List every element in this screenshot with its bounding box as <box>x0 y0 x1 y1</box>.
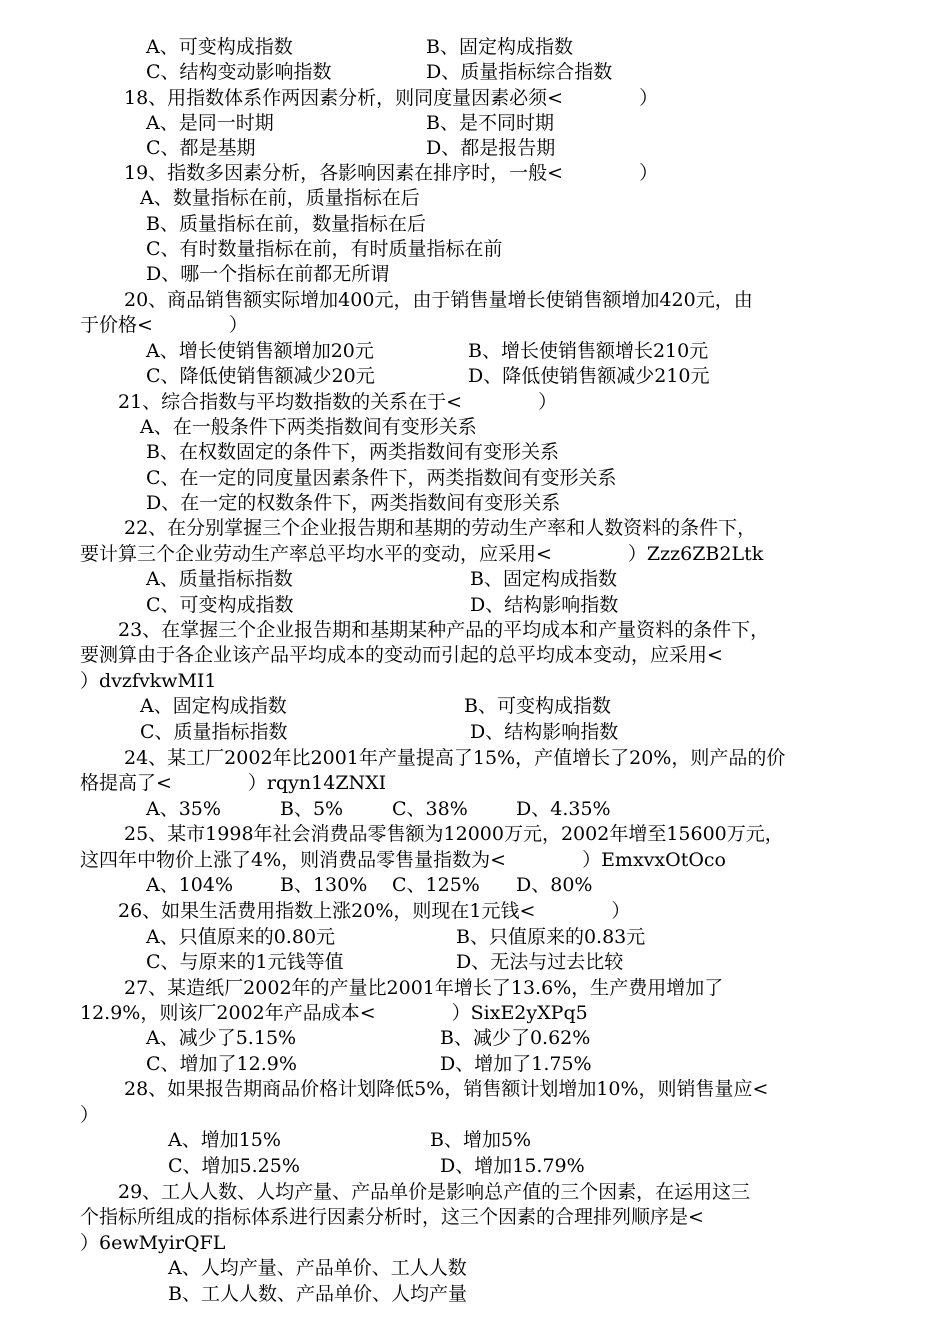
answer-option: C、都是基期 <box>146 137 256 159</box>
answer-option: D、在一定的权数条件下，两类指数间有变形关系 <box>146 492 561 514</box>
answer-option: D、结构影响指数 <box>470 594 619 616</box>
answer-option: B、增长使销售额增长210元 <box>468 340 709 362</box>
question-stem-text: 23、在掌握三个企业报告期和基期某种产品的平均成本和产量资料的条件下， <box>118 619 770 641</box>
answer-option: D、增加15.79% <box>440 1155 585 1177</box>
question-stem-text: 20、商品销售额实际增加400元，由于销售量增长使销售额增加420元，由 <box>124 289 753 311</box>
question-stem-text: 24、某工厂2002年比2001年产量提高了15%，产值增长了20%，则产品的价 <box>124 747 786 769</box>
answer-option: C、有时数量指标在前，有时质量指标在前 <box>146 238 503 260</box>
question-stem-text: 22、在分别掌握三个企业报告期和基期的劳动生产率和人数资料的条件下， <box>124 517 757 539</box>
question-stem-text: 个指标所组成的指标体系进行因素分析时，这三个因素的合理排列顺序是< <box>80 1206 704 1228</box>
answer-option: C、增加了12.9% <box>146 1053 297 1075</box>
answer-option: B、增加5% <box>430 1129 532 1151</box>
question-stem-text: 12.9%，则该厂2002年产品成本< ）SixE2yXPq5 <box>80 1002 588 1024</box>
question-stem-text: 要计算三个企业劳动生产率总平均水平的变动，应采用< ）Zzz6ZB2Ltk <box>80 543 764 565</box>
answer-option: D、都是报告期 <box>426 137 556 159</box>
answer-option: B、130% <box>280 874 368 896</box>
answer-option: A、在一般条件下两类指数间有变形关系 <box>140 416 477 438</box>
answer-option: D、哪一个指标在前都无所谓 <box>146 263 390 285</box>
answer-option: D、4.35% <box>516 798 611 820</box>
answer-option: A、质量指标指数 <box>146 568 293 590</box>
answer-option: B、5% <box>280 798 344 820</box>
question-stem-text: 28、如果报告期商品价格计划降低5%，销售额计划增加10%，则销售量应< <box>124 1078 769 1100</box>
question-stem-text: 要测算由于各企业该产品平均成本的变动而引起的总平均成本变动，应采用< <box>80 644 723 666</box>
answer-option: C、在一定的同度量因素条件下，两类指数间有变形关系 <box>146 467 617 489</box>
answer-option: C、增加5.25% <box>168 1155 300 1177</box>
answer-option: A、固定构成指数 <box>140 695 287 717</box>
answer-option: D、80% <box>516 874 593 896</box>
answer-option: D、质量指标综合指数 <box>426 61 613 83</box>
question-stem-text: ）6ewMyirQFL <box>80 1232 226 1254</box>
answer-option: B、固定构成指数 <box>426 36 573 58</box>
answer-option: A、数量指标在前，质量指标在后 <box>140 187 420 209</box>
answer-option: C、结构变动影响指数 <box>146 61 332 83</box>
answer-option: B、固定构成指数 <box>470 568 617 590</box>
question-stem-text: 26、如果生活费用指数上涨20%，则现在1元钱< ） <box>118 900 631 922</box>
question-stem-text: 格提高了< ）rqyn14ZNXI <box>80 772 387 794</box>
answer-option: D、无法与过去比较 <box>456 951 624 973</box>
answer-option: A、增长使销售额增加20元 <box>146 340 374 362</box>
question-stem-text: 这四年中物价上涨了4%，则消费品零售量指数为< ）EmxvxOtOco <box>80 849 726 871</box>
answer-option: B、工人人数、产品单价、人均产量 <box>168 1283 467 1305</box>
answer-option: C、38% <box>392 798 468 820</box>
answer-option: C、125% <box>392 874 480 896</box>
answer-option: C、可变构成指数 <box>146 594 294 616</box>
answer-option: A、增加15% <box>168 1129 281 1151</box>
answer-option: A、可变构成指数 <box>146 36 293 58</box>
answer-option: D、降低使销售额减少210元 <box>468 365 710 387</box>
question-stem-text: 25、某市1998年社会消费品零售额为12000万元，2002年增至15600万元， <box>124 823 784 845</box>
answer-option: B、减少了0.62% <box>440 1027 591 1049</box>
question-stem-text: 27、某造纸厂2002年的产量比2001年增长了13.6%，生产费用增加了 <box>124 977 724 999</box>
question-stem-text: 18、用指数体系作两因素分析，则同度量因素必须< ） <box>124 87 659 109</box>
question-stem-text: 21、综合指数与平均数指数的关系在于< ） <box>118 391 558 413</box>
answer-option: C、与原来的1元钱等值 <box>146 951 344 973</box>
answer-option: A、减少了5.15% <box>146 1027 297 1049</box>
answer-option: D、结构影响指数 <box>470 721 619 743</box>
answer-option: B、只值原来的0.83元 <box>456 926 646 948</box>
answer-option: B、在权数固定的条件下，两类指数间有变形关系 <box>146 441 559 463</box>
answer-option: A、是同一时期 <box>146 112 274 134</box>
answer-option: B、可变构成指数 <box>464 695 611 717</box>
question-stem-text: 29、工人人数、人均产量、产品单价是影响总产值的三个因素，在运用这三 <box>118 1181 751 1203</box>
answer-option: D、增加了1.75% <box>440 1053 592 1075</box>
answer-option: A、35% <box>146 798 221 820</box>
answer-option: B、质量指标在前，数量指标在后 <box>146 213 426 235</box>
question-stem-text: 于价格< ） <box>80 314 248 336</box>
question-stem-text: ） <box>80 1104 100 1126</box>
answer-option: B、是不同时期 <box>426 112 554 134</box>
answer-option: A、104% <box>146 874 234 896</box>
question-stem-text: 19、指数多因素分析，各影响因素在排序时，一般< ） <box>124 162 659 184</box>
answer-option: A、只值原来的0.80元 <box>146 926 336 948</box>
question-stem-text: ）dvzfvkwMI1 <box>80 670 217 692</box>
answer-option: A、人均产量、产品单价、工人人数 <box>168 1257 467 1279</box>
answer-option: C、降低使销售额减少20元 <box>146 365 375 387</box>
answer-option: C、质量指标指数 <box>140 721 288 743</box>
